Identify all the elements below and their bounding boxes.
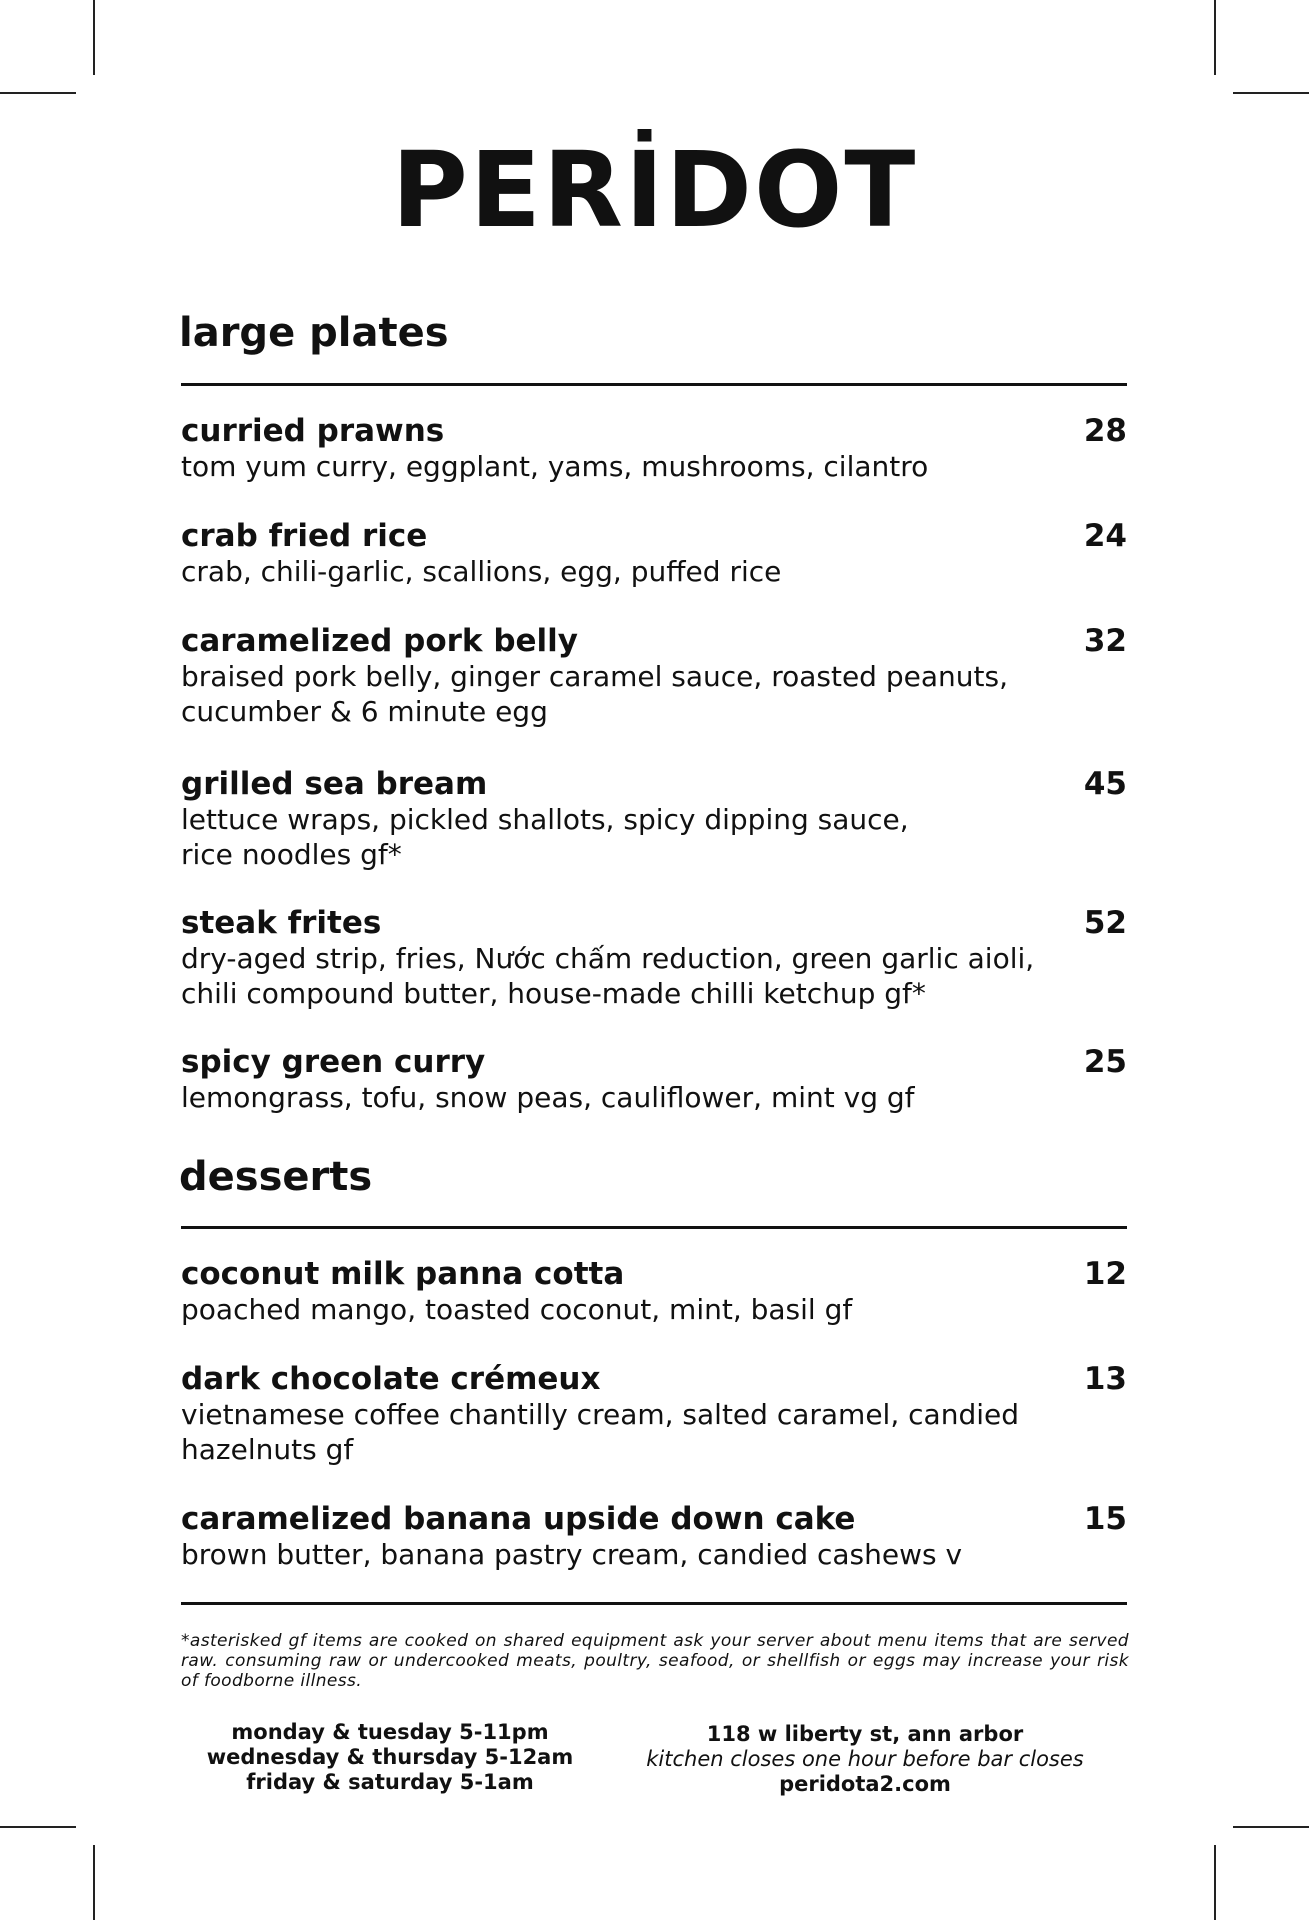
allergen-disclaimer: *asterisked gf items are cooked on shared equipment ask your server about menu items that are served raw. consuming raw or undercooked meats, poultry, seafood, or shellfish or eggs may increase your risk of foodborne illness. (181, 1631, 1129, 1691)
section-title-desserts: desserts (179, 1154, 373, 1200)
item-description: vietnamese coffee chantilly cream, salted caramel, candied hazelnuts gf (181, 1398, 1019, 1466)
opening-hours (190, 1720, 590, 1795)
hours-line: wednesday & thursday 5-12am (206, 1745, 574, 1769)
item-price: 12 (1083, 1256, 1127, 1292)
desserts-list (181, 1256, 1127, 1591)
large-plates-list (181, 413, 1127, 1149)
crop-mark (1233, 92, 1309, 94)
hours-line: monday & tuesday 5-11pm (231, 1720, 549, 1744)
item-description: poached mango, toasted coconut, mint, basil gf (181, 1293, 853, 1326)
menu-item (181, 1501, 1127, 1591)
item-name: grilled sea bream (181, 766, 488, 802)
item-description: braised pork belly, ginger caramel sauce, roasted peanuts, cucumber & 6 minute egg (181, 660, 1008, 728)
crop-mark (0, 92, 76, 94)
item-description: lemongrass, tofu, snow peas, cauliflower, mint vg gf (181, 1081, 915, 1114)
item-description: lettuce wraps, pickled shallots, spicy dipping sauce, rice noodles gf* (181, 803, 909, 871)
crop-mark (1233, 1826, 1309, 1828)
menu-item (181, 413, 1127, 518)
item-name: crab fried rice (181, 518, 428, 554)
menu-item (181, 766, 1127, 905)
footer-divider (181, 1602, 1127, 1605)
item-description: brown butter, banana pastry cream, candied cashews v (181, 1538, 963, 1571)
website-link[interactable]: peridota2.com (779, 1772, 951, 1796)
menu-item (181, 623, 1127, 766)
item-name: dark chocolate crémeux (181, 1361, 601, 1397)
section-title-large-plates: large plates (179, 310, 449, 356)
address: 118 w liberty st, ann arbor (706, 1722, 1024, 1746)
item-name: steak frites (181, 905, 382, 941)
restaurant-logo: PERİDOT (391, 129, 918, 251)
crop-mark (1214, 0, 1216, 75)
item-description: dry-aged strip, fries, Nước chấm reduction, green garlic aioli, chili compound butter, house-made chilli ketchup gf* (181, 942, 1035, 1010)
item-price: 28 (1083, 413, 1127, 449)
item-name: spicy green curry (181, 1044, 486, 1080)
item-price: 25 (1083, 1044, 1127, 1080)
contact-info (620, 1722, 1110, 1797)
item-name: caramelized pork belly (181, 623, 578, 659)
menu-item (181, 1256, 1127, 1361)
item-description: tom yum curry, eggplant, yams, mushrooms, cilantro (181, 450, 929, 483)
crop-mark (93, 0, 95, 75)
section-divider (181, 1226, 1127, 1229)
item-price: 13 (1083, 1361, 1127, 1397)
item-price: 15 (1083, 1501, 1127, 1537)
menu-item (181, 1044, 1127, 1149)
item-price: 24 (1083, 518, 1127, 554)
kitchen-note: kitchen closes one hour before bar closes (646, 1747, 1084, 1771)
section-divider (181, 383, 1127, 386)
item-description: crab, chili-garlic, scallions, egg, puffed rice (181, 555, 782, 588)
menu-item (181, 905, 1127, 1044)
item-price: 32 (1083, 623, 1127, 659)
crop-mark (93, 1845, 95, 1920)
item-name: caramelized banana upside down cake (181, 1501, 856, 1537)
item-name: curried prawns (181, 413, 445, 449)
menu-item (181, 518, 1127, 623)
item-price: 52 (1083, 905, 1127, 941)
menu-item (181, 1361, 1127, 1501)
item-price: 45 (1083, 766, 1127, 802)
item-name: coconut milk panna cotta (181, 1256, 625, 1292)
crop-mark (1214, 1845, 1216, 1920)
hours-line: friday & saturday 5-1am (246, 1770, 534, 1794)
crop-mark (0, 1826, 76, 1828)
